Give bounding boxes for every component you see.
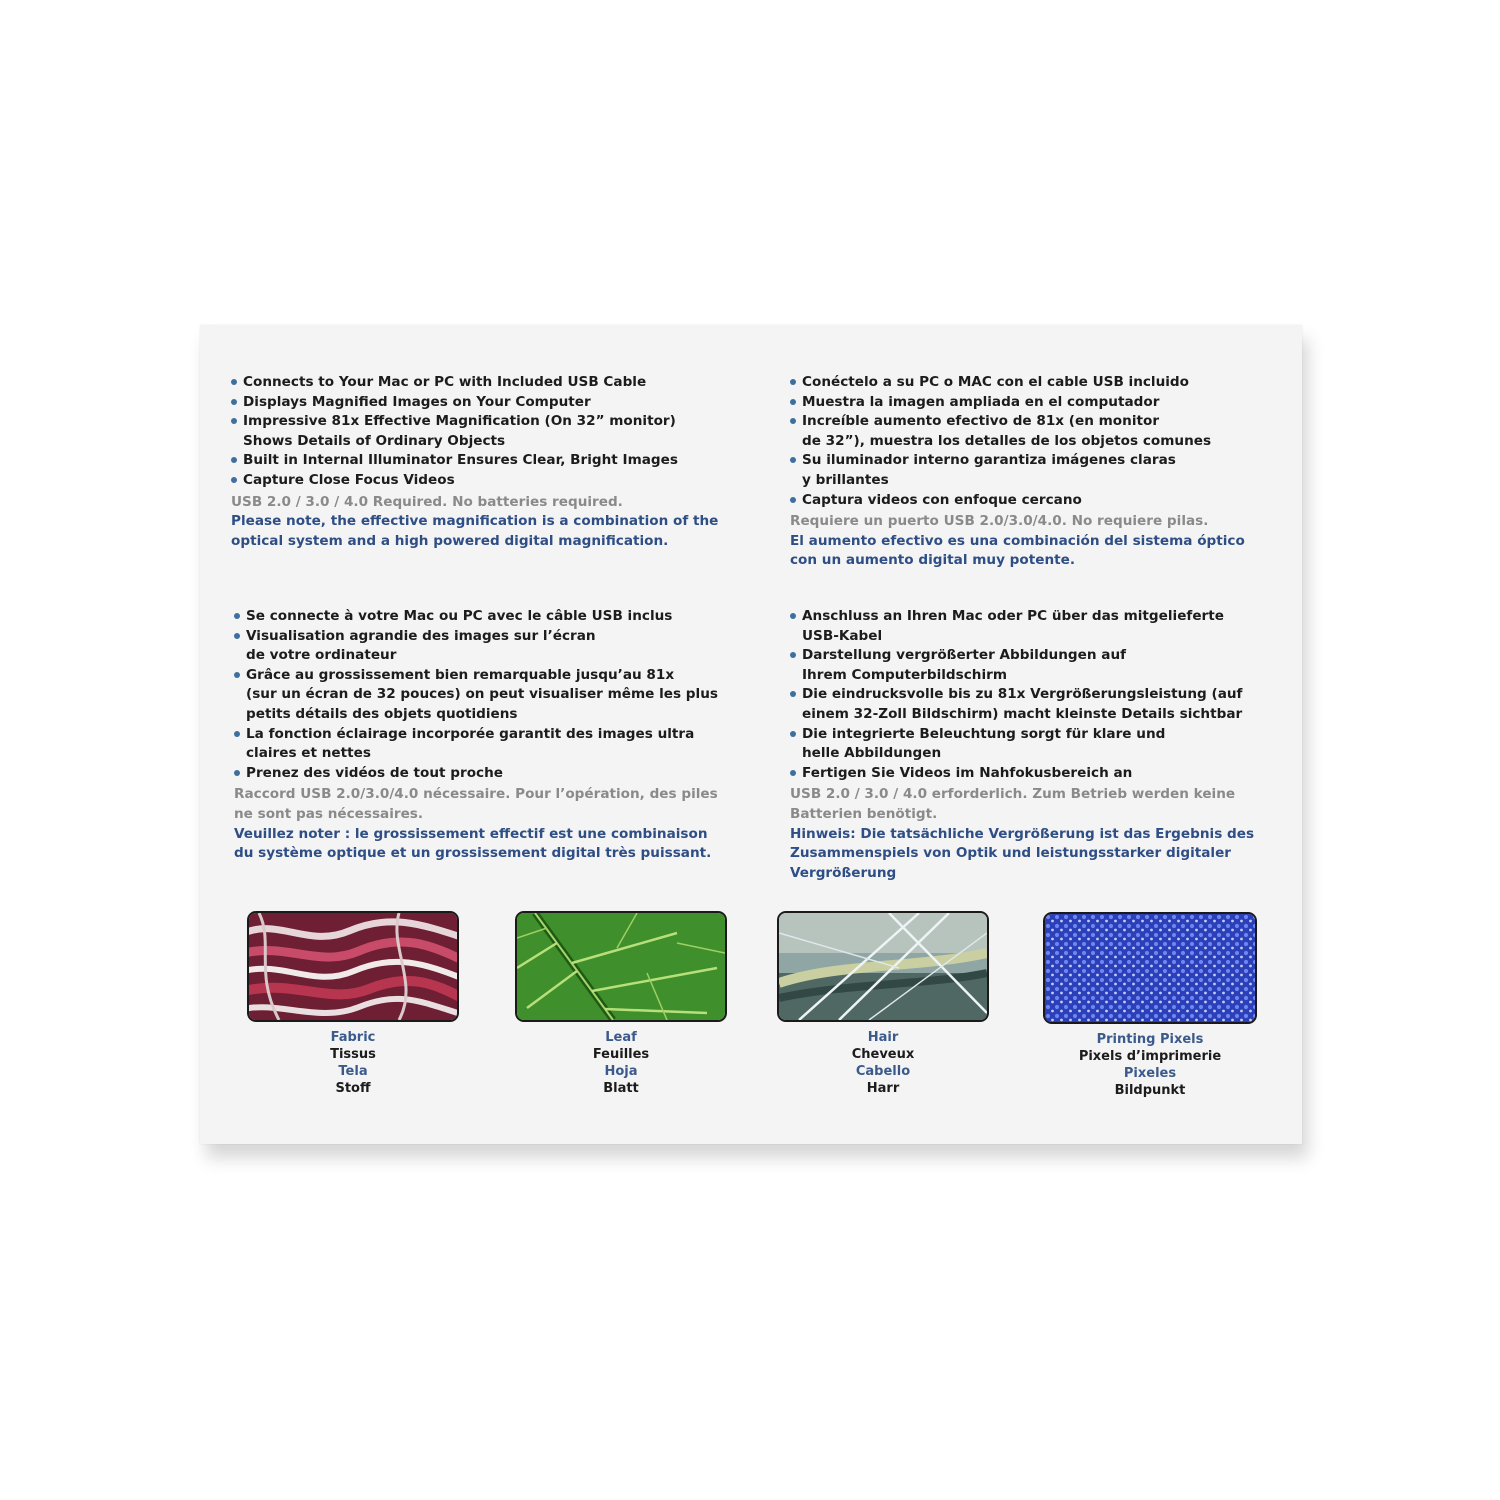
list-item: Connects to Your Mac or PC with Included USB Cable bbox=[231, 373, 751, 393]
sample-label-en: Fabric bbox=[330, 1030, 376, 1045]
bullet-icon bbox=[234, 613, 240, 619]
list-item: Darstellung vergrößerter Abbildungen auf Ihrem Computerbildschirm bbox=[790, 646, 1290, 685]
list-item: Grâce au grossissement bien remarquable jusqu’au 81x (sur un écran de 32 pouces) on peut visualiser même les plus petits détails des objets quotidiens bbox=[234, 666, 754, 725]
list-item: Displays Magnified Images on Your Computer bbox=[231, 393, 751, 413]
bullet-icon bbox=[790, 691, 796, 697]
bullet-icon bbox=[790, 399, 796, 405]
bullet-icon bbox=[231, 477, 237, 483]
list-item: Muestra la imagen ampliada en el computador bbox=[790, 393, 1290, 413]
list-item: Die eindrucksvolle bis zu 81x Vergrößerungsleistung (auf einem 32-Zoll Bildschirm) macht kleinste Details sichtbar bbox=[790, 685, 1290, 724]
leaf-image bbox=[515, 911, 727, 1022]
sample-label-de: Stoff bbox=[335, 1081, 371, 1096]
bullet-icon bbox=[790, 731, 796, 737]
list-item: Impressive 81x Effective Magnification (On 32” monitor) Shows Details of Ordinary Objects bbox=[231, 412, 751, 451]
german-requirement: USB 2.0 / 3.0 / 4.0 erforderlich. Zum Betrieb werden keine Batterien benötigt. bbox=[790, 786, 1236, 822]
sample-label-fr: Feuilles bbox=[592, 1047, 650, 1062]
french-note: Veuillez noter : le grossissement effectif est une combinaison du système optique et un grossissement digital très puissant. bbox=[234, 825, 712, 862]
list-item: Conéctelo a su PC o MAC con el cable USB incluido bbox=[790, 373, 1290, 393]
sample-label-de: Harr bbox=[866, 1081, 900, 1096]
list-item: Fertigen Sie Videos im Nahfokusbereich an bbox=[790, 764, 1290, 784]
spanish-section bbox=[790, 373, 1290, 571]
list-item: Built in Internal Illuminator Ensures Clear, Bright Images bbox=[231, 451, 751, 471]
bullet-icon bbox=[231, 399, 237, 405]
bullet-icon bbox=[231, 379, 237, 385]
german-feature-list bbox=[790, 607, 1290, 783]
list-item: Se connecte à votre Mac ou PC avec le câble USB inclus bbox=[234, 607, 754, 627]
fabric-image bbox=[247, 911, 459, 1022]
english-requirement: USB 2.0 / 3.0 / 4.0 Required. No batteries required. bbox=[231, 493, 623, 510]
list-item: Anschluss an Ihren Mac oder PC über das mitgelieferte USB-Kabel bbox=[790, 607, 1290, 646]
sample-label-fr: Cheveux bbox=[851, 1047, 915, 1062]
bullet-icon bbox=[234, 731, 240, 737]
bullet-icon bbox=[234, 770, 240, 776]
english-feature-list bbox=[231, 373, 751, 491]
bullet-icon bbox=[234, 633, 240, 639]
bullet-icon bbox=[231, 418, 237, 424]
french-feature-list bbox=[234, 607, 754, 783]
bullet-icon bbox=[790, 652, 796, 658]
sample-label-es: Tela bbox=[338, 1064, 368, 1079]
list-item: Visualisation agrandie des images sur l’écran de votre ordinateur bbox=[234, 627, 754, 666]
list-item: Increíble aumento efectivo de 81x (en monitor de 32”), muestra los detalles de los objetos comunes bbox=[790, 412, 1290, 451]
sample-fabric bbox=[247, 911, 459, 1097]
sample-hair bbox=[777, 911, 989, 1097]
bullet-icon bbox=[790, 379, 796, 385]
pixels-image bbox=[1043, 912, 1257, 1024]
spanish-note: El aumento efectivo es una combinación del sistema óptico con un aumento digital muy potente. bbox=[790, 532, 1245, 569]
sample-label-es: Pixeles bbox=[1123, 1066, 1177, 1081]
bullet-icon bbox=[790, 770, 796, 776]
sample-label-en: Printing Pixels bbox=[1096, 1032, 1204, 1047]
insert-card bbox=[200, 325, 1302, 1144]
list-item: Prenez des vidéos de tout proche bbox=[234, 764, 754, 784]
french-requirement: Raccord USB 2.0/3.0/4.0 nécessaire. Pour l’opération, des piles ne sont pas nécessaires. bbox=[234, 786, 718, 822]
sample-label-de: Bildpunkt bbox=[1114, 1083, 1186, 1098]
french-section bbox=[234, 607, 754, 864]
bullet-icon bbox=[790, 418, 796, 424]
list-item: Su iluminador interno garantiza imágenes claras y brillantes bbox=[790, 451, 1290, 490]
list-item: La fonction éclairage incorporée garantit des images ultra claires et nettes bbox=[234, 725, 754, 764]
spanish-requirement: Requiere un puerto USB 2.0/3.0/4.0. No requiere pilas. bbox=[790, 513, 1209, 530]
bullet-icon bbox=[790, 613, 796, 619]
spanish-feature-list bbox=[790, 373, 1290, 510]
sample-label-fr: Tissus bbox=[330, 1047, 376, 1062]
sample-leaf bbox=[515, 911, 727, 1097]
sample-label-en: Leaf bbox=[605, 1030, 637, 1045]
bullet-icon bbox=[234, 672, 240, 678]
sample-pixels bbox=[1043, 912, 1257, 1099]
list-item: Captura videos con enfoque cercano bbox=[790, 491, 1290, 511]
sample-label-en: Hair bbox=[867, 1030, 899, 1045]
sample-label-fr: Pixels d’imprimerie bbox=[1078, 1049, 1222, 1064]
german-note: Hinweis: Die tatsächliche Vergrößerung ist das Ergebnis des Zusammenspiels von Optik und leistungsstarker digitaler Vergrößerung bbox=[790, 825, 1255, 881]
english-note: Please note, the effective magnification is a combination of the optical system and a high powered digital magnification. bbox=[231, 513, 719, 549]
sample-label-es: Cabello bbox=[855, 1064, 911, 1079]
sample-label-de: Blatt bbox=[603, 1081, 639, 1096]
bullet-icon bbox=[790, 497, 796, 503]
german-section bbox=[790, 607, 1290, 883]
hair-image bbox=[777, 911, 989, 1022]
list-item: Die integrierte Beleuchtung sorgt für klare und helle Abbildungen bbox=[790, 725, 1290, 764]
english-section bbox=[231, 373, 751, 551]
list-item: Capture Close Focus Videos bbox=[231, 471, 751, 491]
bullet-icon bbox=[231, 457, 237, 463]
bullet-icon bbox=[790, 457, 796, 463]
sample-label-es: Hoja bbox=[604, 1064, 638, 1079]
